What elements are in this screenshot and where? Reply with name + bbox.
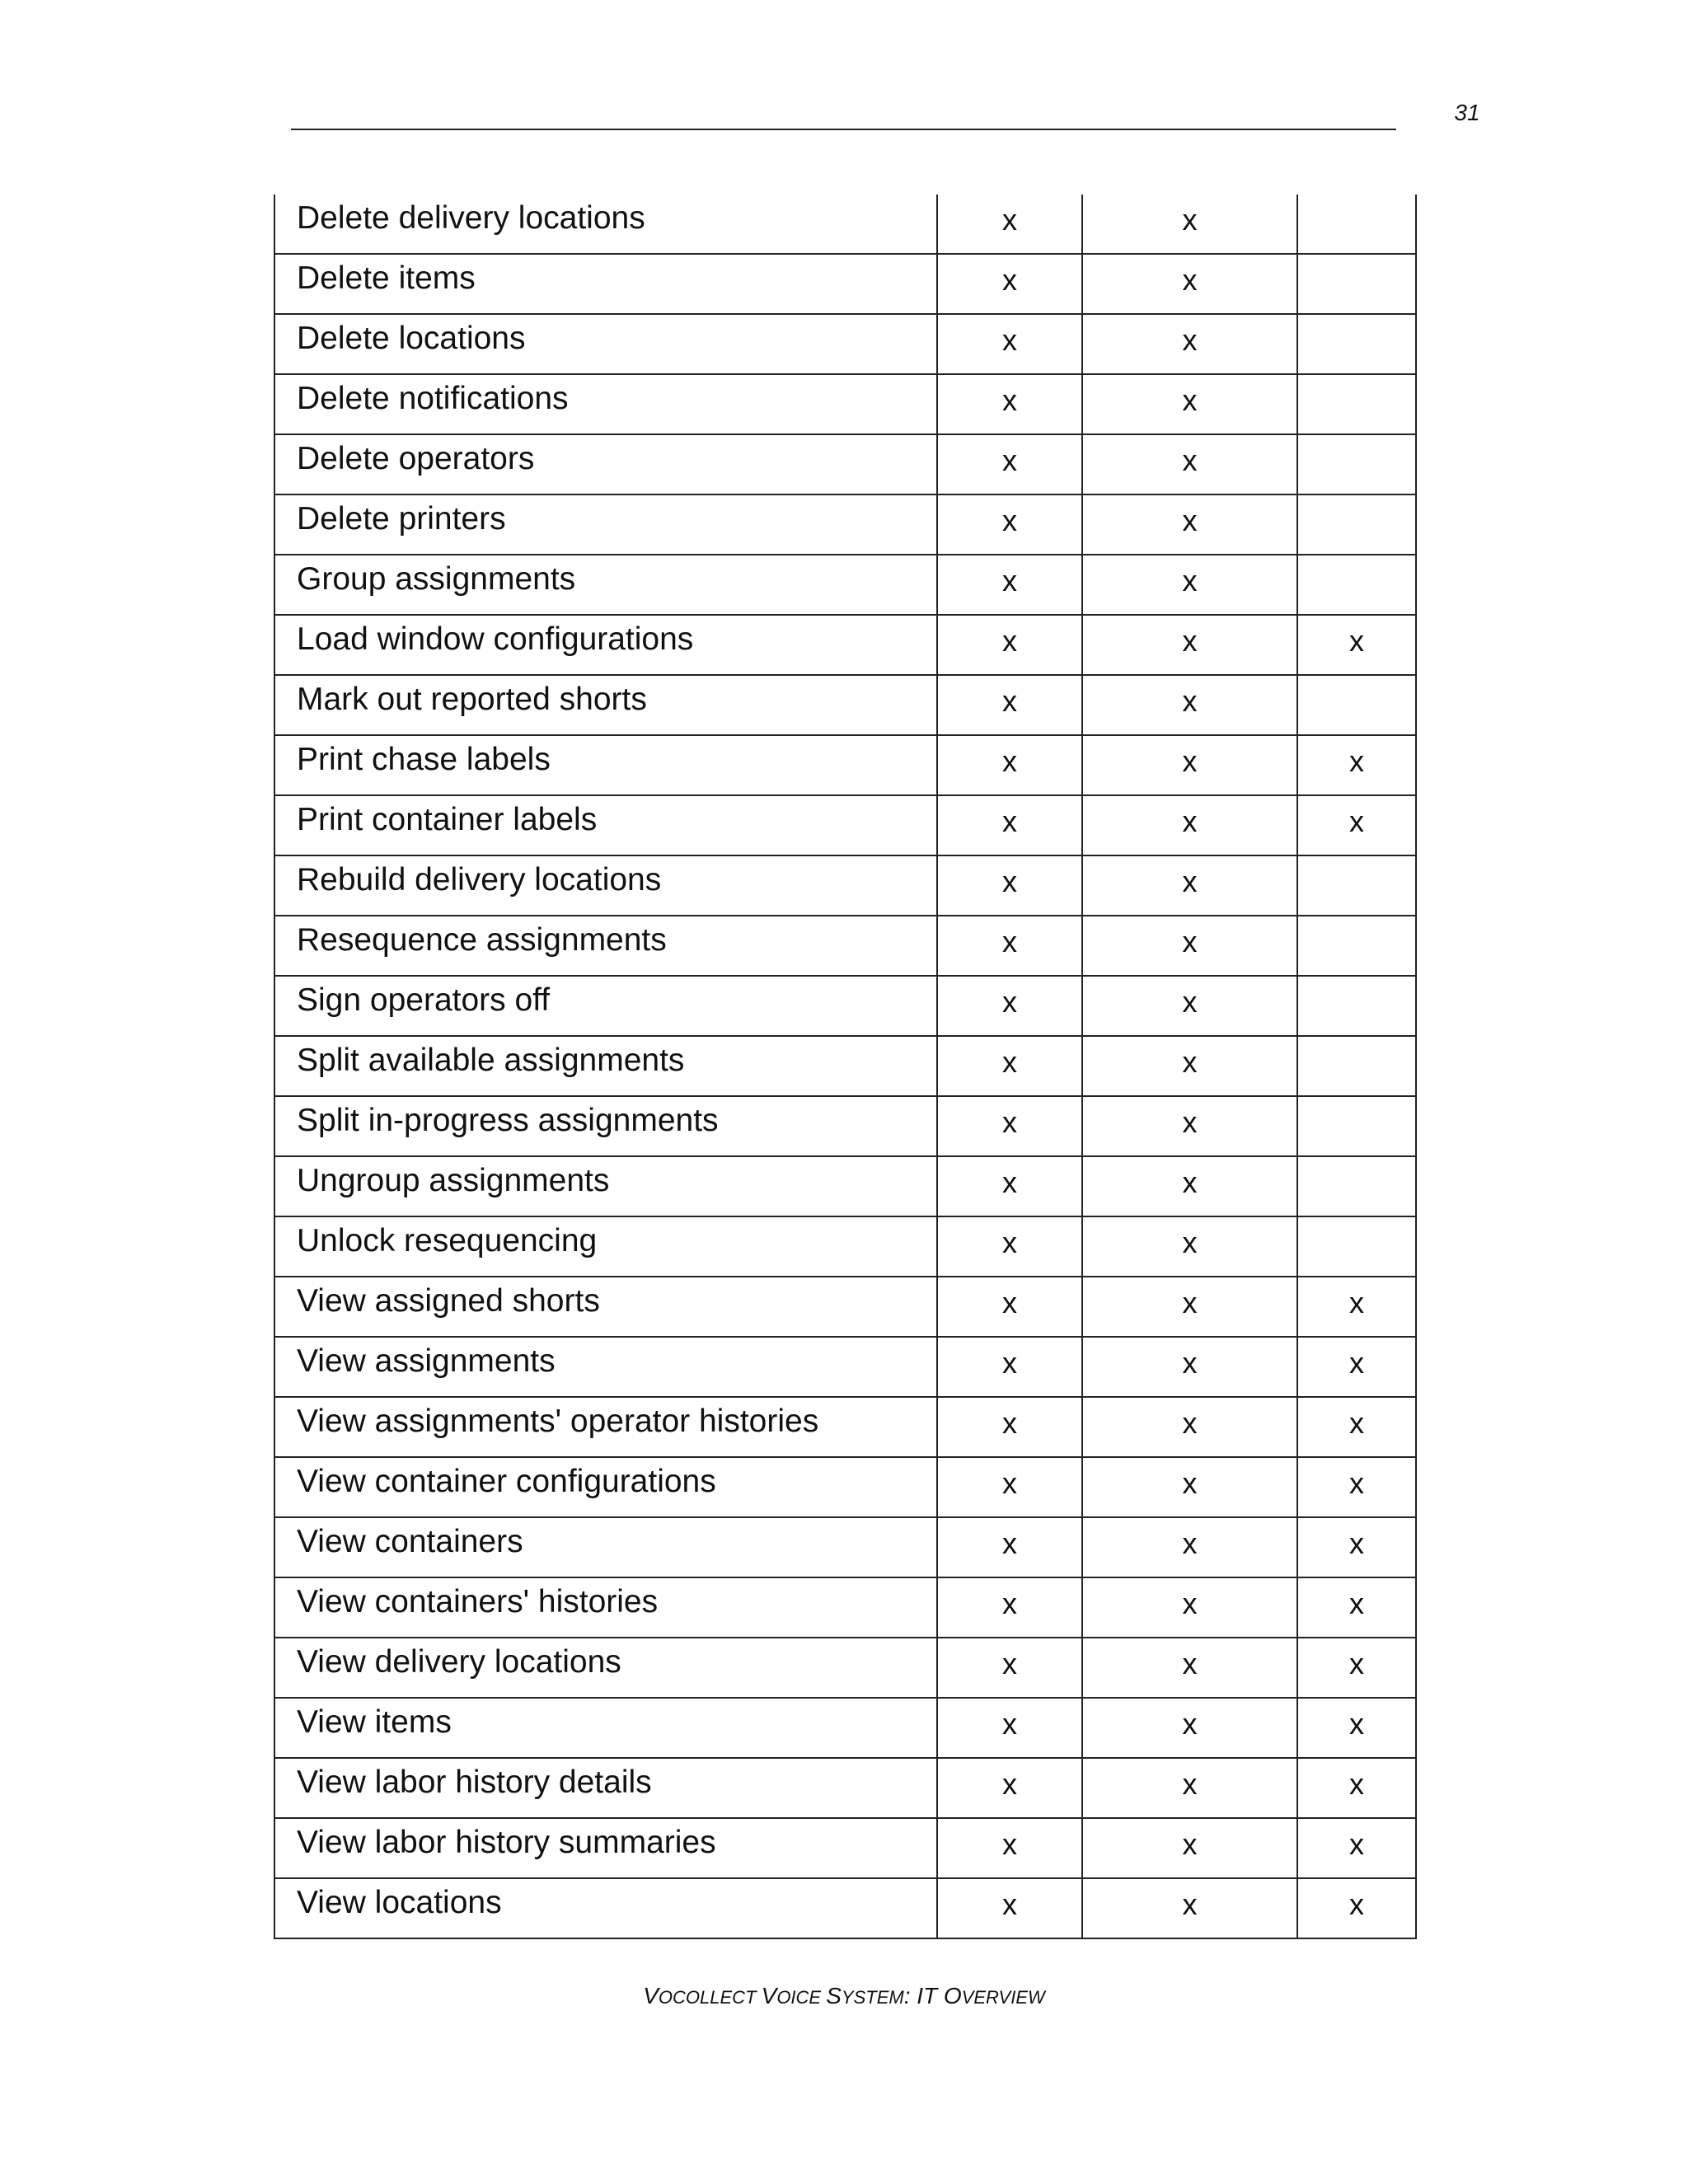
permission-mark-col-3 [1297,976,1416,1036]
permission-mark-col-1: x [937,1096,1082,1156]
permission-mark-col-3: x [1297,1337,1416,1397]
permission-mark-col-3: x [1297,1638,1416,1698]
footer-text-part: S [826,1983,842,2008]
table-row [274,1517,1416,1577]
permission-mark-col-2: x [1082,855,1297,916]
table-row [274,1277,1416,1337]
permission-mark-col-1: x [937,1397,1082,1457]
permission-mark-col-3: x [1297,1698,1416,1758]
permission-mark-col-2: x [1082,795,1297,855]
row-label: Delete items [274,254,937,314]
permission-mark-col-1: x [937,555,1082,615]
table-row [274,1818,1416,1878]
permission-mark-col-1: x [937,374,1082,434]
row-label: View labor history summaries [274,1818,937,1878]
permission-mark-col-3 [1297,1096,1416,1156]
permission-mark-col-2: x [1082,1277,1297,1337]
table-row [274,735,1416,795]
permission-mark-col-3 [1297,675,1416,735]
permission-mark-col-1: x [937,1638,1082,1698]
row-label: Split available assignments [274,1036,937,1096]
permission-mark-col-3 [1297,194,1416,254]
permission-mark-col-2: x [1082,1096,1297,1156]
row-label: View container configurations [274,1457,937,1517]
permission-mark-col-2: x [1082,314,1297,374]
table-row [274,1156,1416,1216]
table-row [274,1337,1416,1397]
permission-mark-col-2: x [1082,1457,1297,1517]
row-label: View assigned shorts [274,1277,937,1337]
permission-mark-col-1: x [937,735,1082,795]
permission-mark-col-1: x [937,1698,1082,1758]
table-row [274,976,1416,1036]
row-label: View containers' histories [274,1577,937,1638]
permission-mark-col-3 [1297,254,1416,314]
permission-mark-col-2: x [1082,675,1297,735]
permission-mark-col-3: x [1297,1397,1416,1457]
footer-text-part: OCOLLECT [658,1987,762,2008]
permission-mark-col-1: x [937,1758,1082,1818]
permission-mark-col-2: x [1082,374,1297,434]
permission-mark-col-3 [1297,1036,1416,1096]
table-row [274,1638,1416,1698]
permission-mark-col-1: x [937,254,1082,314]
permission-mark-col-3 [1297,855,1416,916]
permission-mark-col-3: x [1297,1517,1416,1577]
permission-mark-col-1: x [937,1337,1082,1397]
permission-mark-col-3 [1297,916,1416,976]
permission-mark-col-2: x [1082,916,1297,976]
permission-mark-col-2: x [1082,1517,1297,1577]
row-label: Print chase labels [274,735,937,795]
permission-mark-col-2: x [1082,976,1297,1036]
table-row [274,1397,1416,1457]
table-row [274,1036,1416,1096]
row-label: Sign operators off [274,976,937,1036]
permission-mark-col-1: x [937,194,1082,254]
table-row [274,1457,1416,1517]
permission-mark-col-2: x [1082,1878,1297,1938]
row-label: Split in-progress assignments [274,1096,937,1156]
permission-mark-col-1: x [937,675,1082,735]
row-label: Delete locations [274,314,937,374]
table-row [274,855,1416,916]
permission-mark-col-2: x [1082,615,1297,675]
table-body [274,194,1416,1938]
permission-mark-col-1: x [937,1878,1082,1938]
row-label: Delete delivery locations [274,194,937,254]
permission-mark-col-2: x [1082,1758,1297,1818]
permission-mark-col-3: x [1297,1878,1416,1938]
table-row [274,374,1416,434]
row-label: Delete operators [274,434,937,494]
row-label: Unlock resequencing [274,1216,937,1277]
permission-mark-col-3: x [1297,735,1416,795]
footer-text-part: : IT O [903,1983,962,2008]
footer-text-part: V [761,1983,777,2008]
row-label: View assignments' operator histories [274,1397,937,1457]
footer-text-part: VERVIEW [961,1987,1045,2008]
permission-mark-col-3 [1297,1216,1416,1277]
permission-mark-col-2: x [1082,1577,1297,1638]
permission-mark-col-2: x [1082,494,1297,555]
permission-mark-col-3 [1297,374,1416,434]
permission-mark-col-3 [1297,555,1416,615]
permission-mark-col-1: x [937,1577,1082,1638]
permission-mark-col-3: x [1297,1818,1416,1878]
row-label: Resequence assignments [274,916,937,976]
permission-mark-col-1: x [937,976,1082,1036]
permission-mark-col-3: x [1297,795,1416,855]
permission-mark-col-2: x [1082,1216,1297,1277]
table-row [274,1216,1416,1277]
permission-mark-col-1: x [937,1277,1082,1337]
row-label: Ungroup assignments [274,1156,937,1216]
row-label: Delete printers [274,494,937,555]
permission-mark-col-1: x [937,494,1082,555]
row-label: Load window configurations [274,615,937,675]
permission-mark-col-1: x [937,1036,1082,1096]
table-row [274,916,1416,976]
permission-mark-col-3: x [1297,1577,1416,1638]
table-row [274,434,1416,494]
permission-mark-col-1: x [937,434,1082,494]
table-row [274,1096,1416,1156]
row-label: Print container labels [274,795,937,855]
footer-text-part: OICE [776,1987,827,2008]
permission-mark-col-1: x [937,916,1082,976]
permission-mark-col-2: x [1082,1818,1297,1878]
header-rule [291,129,1396,130]
permission-mark-col-1: x [937,314,1082,374]
row-label: Rebuild delivery locations [274,855,937,916]
permission-mark-col-3 [1297,434,1416,494]
permission-mark-col-3 [1297,494,1416,555]
permission-mark-col-1: x [937,1517,1082,1577]
table-row [274,254,1416,314]
table-row [274,1878,1416,1938]
permission-mark-col-1: x [937,855,1082,916]
permission-mark-col-1: x [937,1457,1082,1517]
permission-mark-col-1: x [937,1216,1082,1277]
permission-mark-col-2: x [1082,1337,1297,1397]
table-row [274,1758,1416,1818]
permission-mark-col-2: x [1082,254,1297,314]
permission-mark-col-2: x [1082,1397,1297,1457]
row-label: Group assignments [274,555,937,615]
page-number: 31 [1454,100,1480,125]
row-label: View locations [274,1878,937,1938]
row-label: View containers [274,1517,937,1577]
permission-mark-col-2: x [1082,1638,1297,1698]
permission-mark-col-3 [1297,314,1416,374]
permission-mark-col-2: x [1082,735,1297,795]
permission-mark-col-3: x [1297,1277,1416,1337]
footer-text-part: V [643,1983,659,2008]
permission-mark-col-3: x [1297,1457,1416,1517]
row-label: Mark out reported shorts [274,675,937,735]
permission-mark-col-1: x [937,615,1082,675]
table-row [274,494,1416,555]
permission-mark-col-3: x [1297,615,1416,675]
permission-mark-col-1: x [937,795,1082,855]
permission-mark-col-2: x [1082,194,1297,254]
permission-mark-col-1: x [937,1156,1082,1216]
permission-mark-col-1: x [937,1818,1082,1878]
table-row [274,194,1416,254]
permission-mark-col-2: x [1082,1036,1297,1096]
permission-mark-col-2: x [1082,1156,1297,1216]
row-label: Delete notifications [274,374,937,434]
permissions-table [274,194,1415,1939]
table-row [274,1577,1416,1638]
permission-mark-col-2: x [1082,1698,1297,1758]
row-label: View labor history details [274,1758,937,1818]
permission-mark-col-2: x [1082,555,1297,615]
row-label: View delivery locations [274,1638,937,1698]
row-label: View assignments [274,1337,937,1397]
permission-mark-col-2: x [1082,434,1297,494]
footer-text-part: YSTEM [841,1987,904,2008]
permission-mark-col-3: x [1297,1758,1416,1818]
table-row [274,314,1416,374]
permission-mark-col-3 [1297,1156,1416,1216]
table-row [274,555,1416,615]
table-row [274,675,1416,735]
table-row [274,1698,1416,1758]
document-footer [0,1981,1688,2013]
table-row [274,615,1416,675]
row-label: View items [274,1698,937,1758]
table-row [274,795,1416,855]
